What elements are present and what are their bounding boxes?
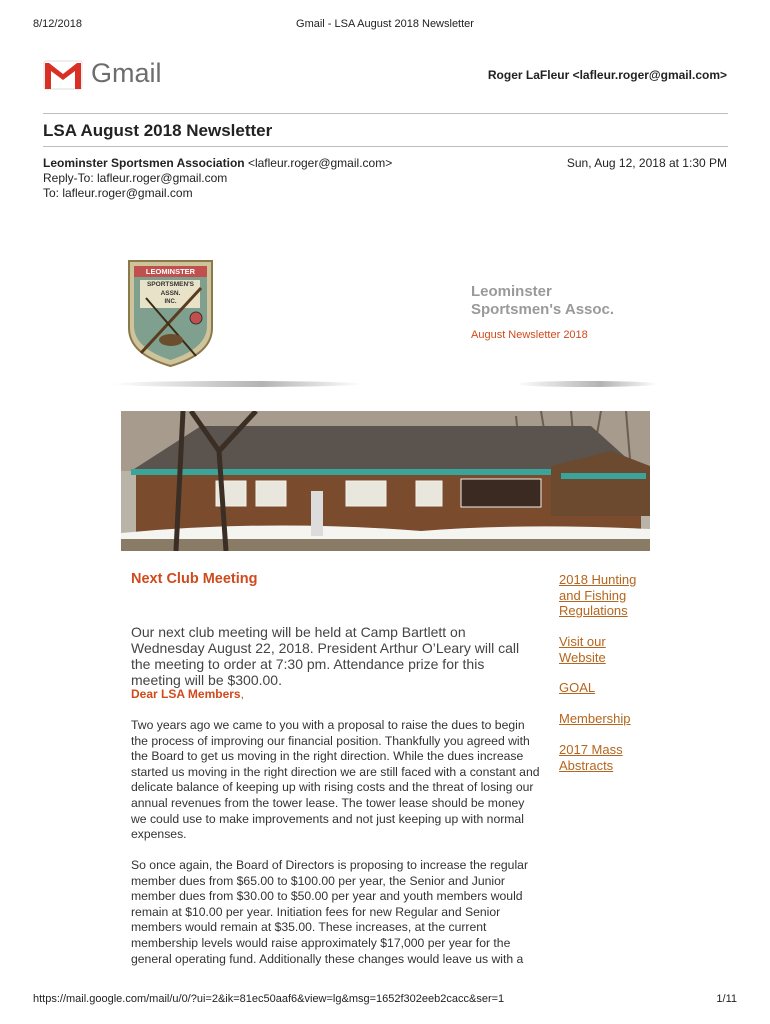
greeting [131, 687, 244, 701]
print-page-number: 1/11 [716, 993, 737, 1005]
link-2017-mass-abstracts[interactable]: 2017 Mass Abstracts [559, 742, 623, 773]
link-hunting-fishing-regulations[interactable]: 2018 Hunting and Fishing Regulations [559, 572, 637, 618]
sender-name: Leominster Sportsmen Association [43, 156, 245, 170]
email-subject: LSA August 2018 Newsletter [43, 121, 273, 140]
club-badge-logo [126, 258, 215, 368]
meeting-text: Our next club meeting will be held at Camp Bartlett on Wednesday August 22, 2018. President Arthur O’Leary will call the meeting to order at 7:30 pm. Attendance prize for this meeting will be $300.00. [131, 624, 520, 688]
greeting-punct: , [240, 687, 244, 701]
left-shadow-divider [112, 381, 362, 387]
subject-divider [43, 146, 728, 147]
link-visit-website[interactable]: Visit our Website [559, 634, 606, 665]
newsletter-edition: August Newsletter 2018 [471, 329, 588, 341]
paragraph-dues-proposal: So once again, the Board of Directors is proposing to increase the regular member dues from $65.00 to $100.00 per year, the Senior and Junior member dues from $30.00 to $50.00 per year and youth members would remain at $10.00 per year. Initiation fees for new Regular and Senior members would remain at $35.00. These increases, at the current membership levels would raise approximately $17,000 per year for the general operating fund. Additionally these changes would leave us with a [131, 858, 528, 966]
account-label: Roger LaFleur <lafleur.roger@gmail.com> [487, 68, 727, 82]
greeting-text: Dear LSA Members [131, 687, 241, 701]
header-divider [43, 113, 728, 114]
sender-email: <lafleur.roger@gmail.com> [247, 156, 393, 170]
badge-line4: INC. [164, 299, 177, 305]
section-title: Next Club Meeting [131, 571, 258, 587]
email-date: Sun, Aug 12, 2018 at 1:30 PM [566, 156, 727, 170]
org-name-line1: Leominster [471, 283, 552, 300]
sender-line [43, 156, 392, 170]
print-url: https://mail.google.com/mail/u/0/?ui=2&ik=81ec50aaf6&view=lg&msg=1652f302eeb2cacc&ser=1 [33, 993, 505, 1005]
paragraph-dues-history: Two years ago we came to you with a proposal to raise the dues to begin the process of improving our financial position. Thankfully you agreed with the Board to get us moving in the right direction. While the dues increase started us moving in the right direction we are still faced with a constant and delicate balance of keeping up with rising costs and the threat of losing our annual revenues from the tower lease. The tower lease should be money we could use to make improvements and not just keeping up with normal expenses. [131, 718, 540, 842]
badge-line1: LEOMINSTER [145, 267, 196, 276]
reply-to-line: Reply-To: lafleur.roger@gmail.com [43, 171, 228, 185]
gmail-logo[interactable] [43, 58, 183, 92]
link-goal[interactable]: GOAL [559, 680, 596, 695]
badge-line3: ASSN. [160, 290, 181, 297]
gmail-wordmark: Gmail [91, 58, 162, 88]
print-title: Gmail - LSA August 2018 Newsletter [296, 18, 474, 30]
org-name-line2: Sportsmen's Assoc. [471, 301, 615, 318]
clubhouse-photo [121, 411, 650, 551]
print-date: 8/12/2018 [33, 18, 82, 30]
link-membership[interactable]: Membership [559, 711, 631, 726]
badge-line2: SPORTSMEN'S [146, 281, 195, 288]
right-shadow-divider [515, 381, 658, 387]
gmail-envelope-icon [43, 60, 83, 90]
to-line: To: lafleur.roger@gmail.com [43, 186, 193, 200]
